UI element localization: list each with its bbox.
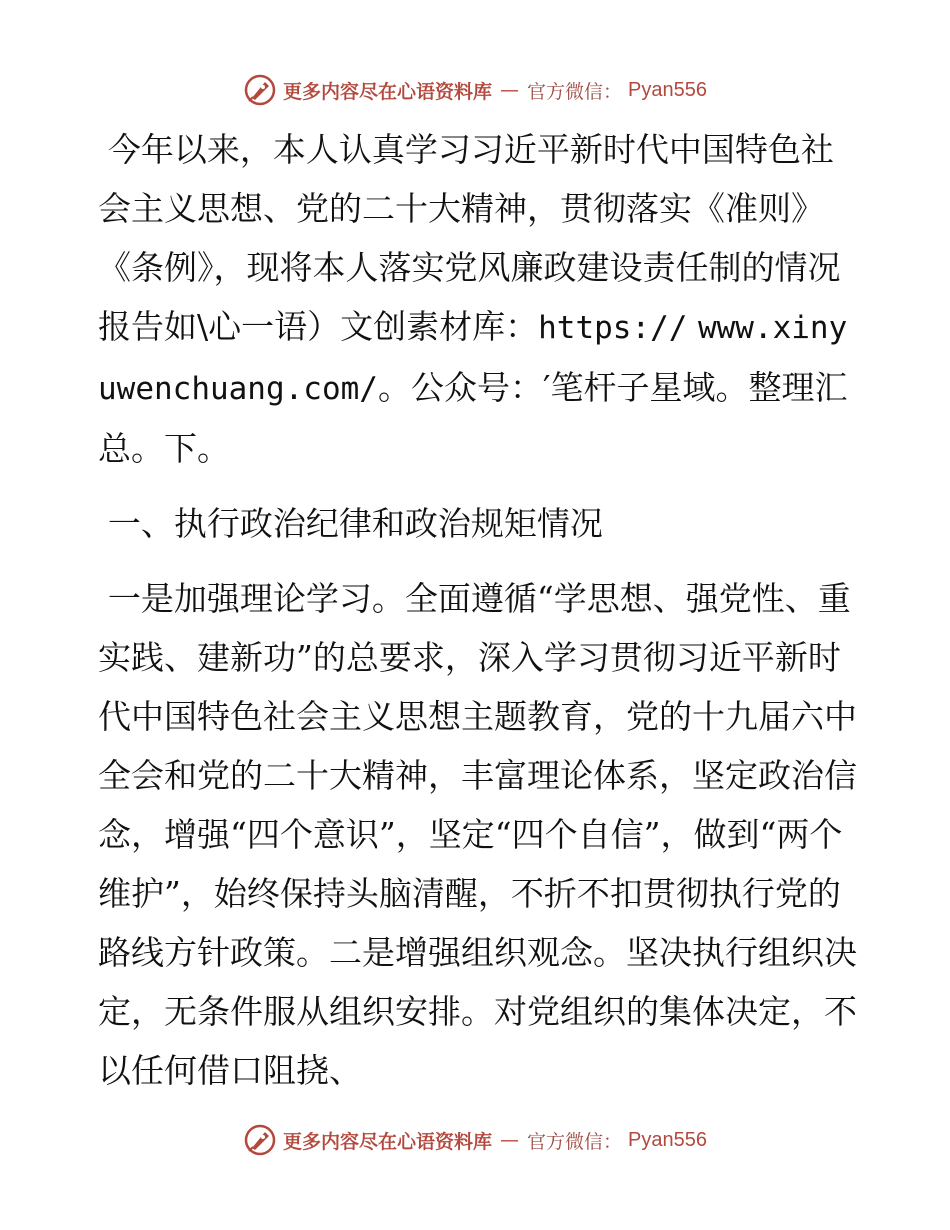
section-1-title: 一、执行政治纪律和政治规矩情况 — [107, 504, 603, 543]
intro-url-host: www.xinyuwenchuang.com/ — [98, 310, 848, 407]
footer-brand-text: 更多内容尽在心语资料库 — [283, 1130, 493, 1153]
header-wechat-label: 官方微信： — [527, 80, 623, 103]
header-wechat-id: Pyan556 — [628, 78, 707, 101]
footer-wechat-label: 官方微信： — [527, 1130, 623, 1153]
footer-wechat-id: Pyan556 — [628, 1128, 707, 1151]
header-brand-text: 更多内容尽在心语资料库 — [283, 80, 493, 103]
pen-nib-logo-icon — [243, 1123, 277, 1157]
footer-separator: — — [500, 1129, 520, 1151]
intro-text-part1: 今年以来，本人认真学习习近平新时代中国特色社会主义思想、党的二十大精神，贯彻落实《准则》《条例》，现将本人落实党风廉政建设责任制的情况报告如\心一语）文创素材库： — [98, 130, 841, 346]
pen-nib-logo-icon — [243, 73, 277, 107]
intro-url-scheme: https:// — [538, 310, 688, 346]
section-1-paragraph: 一是加强理论学习。全面遵循“学思想、强党性、重实践、建新功”的总要求，深入学习贯彻习近平新时代中国特色社会主义思想主题教育，党的十九届六中全会和党的二十大精神，丰富理论体系，坚定政治信念，增强“四个意识”，坚定“四个自信”，做到“两个维护”，始终保持头脑清醒，不折不扣贯彻执行党的路线方针政策。二是增强组织观念。坚决执行组织决定，无条件服从组织安排。对党组织的集体决定，不以任何借口阻挠、 — [98, 579, 857, 1090]
header-watermark — [0, 70, 950, 110]
header-separator: — — [500, 79, 520, 101]
footer-watermark — [0, 1120, 950, 1160]
intro-paragraph — [98, 120, 858, 478]
document-body — [98, 120, 858, 1100]
intro-text-part2: 。公众号：′笔杆子星域。整理汇总。下。 — [98, 368, 848, 468]
